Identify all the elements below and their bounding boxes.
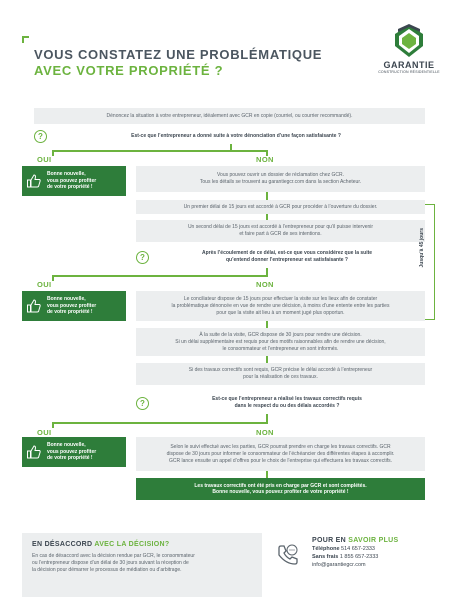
delay-1-box — [136, 200, 425, 214]
connector — [266, 268, 268, 275]
connector — [266, 414, 268, 422]
thumbs-up-icon — [27, 299, 41, 313]
intro-text: Dénoncez la situation à votre entrepreneur, idéalement avec GCR en copie (courriel, ou courrier recommandé). — [106, 112, 353, 119]
good-news-box — [22, 166, 126, 196]
tollfree-number[interactable]: 1 855 657-2333 — [338, 554, 379, 560]
non-label: NON — [256, 280, 274, 289]
visit-box — [136, 328, 425, 356]
contact-title-b: SAVOIR PLUS — [348, 537, 399, 544]
disagreement-line-2: ou l’entrepreneur dispose d’un délai de 30 jours suivant la réception de — [32, 560, 189, 566]
title-line-2: AVEC VOTRE PROPRIÉTÉ ? — [34, 63, 224, 78]
good-news-line-3: de votre propriété ! — [47, 455, 93, 462]
delay-2-line-1: Un second délai de 15 jours est accordé à l’entrepreneur pour qu’il puisse intervenir — [187, 224, 374, 230]
contact-title-a: POUR EN — [312, 537, 349, 544]
disagreement-panel — [22, 533, 262, 597]
intro-box — [34, 108, 425, 124]
connector — [266, 192, 268, 200]
final-box — [136, 437, 425, 471]
visit-line-1: À la suite de la visite, GCR dispose de 30 jours pour rendre une décision. — [199, 331, 362, 338]
final-green-line-2: Bonne nouvelle, vous pouvez profiter de votre propriété ! — [212, 489, 349, 495]
tollfree-label: Sans frais — [312, 554, 339, 560]
title-line-1: VOUS CONSTATEZ UNE PROBLÉMATIQUE — [34, 47, 323, 62]
question-3-line-2: dans le respect du ou des délais accordés ? — [234, 403, 340, 409]
corrective-line-1: Si des travaux correctifs sont requis, GCR précise le délai accordé à l’entrepreneur — [188, 367, 373, 373]
disagreement-line-3: la décision pour démarrer le processus de médiation ou d’arbitrage. — [32, 567, 182, 573]
good-news-line-1: Bonne nouvelle, — [47, 296, 86, 303]
good-news-line-1: Bonne nouvelle, — [47, 442, 86, 449]
final-green-line-1: Les travaux correctifs ont été pris en charge par GCR et sont complétés. — [194, 482, 367, 489]
non-label: NON — [256, 155, 274, 164]
good-news-box — [22, 437, 126, 467]
question-2-line-2: qu’entend donner l’entrepreneur est satisfaisante ? — [226, 257, 348, 263]
final-line-1: Selon le suivi effectué avec les parties, GCR pourrait prendre en charge les travaux correctifs. GCR — [170, 443, 391, 450]
conciliator-line-1: Le conciliateur dispose de 15 jours pour effectuer la visite sur les lieux afin de constater — [183, 295, 378, 302]
non-label: NON — [256, 428, 274, 437]
final-good-news-box — [136, 478, 425, 500]
branch-line — [52, 150, 268, 160]
good-news-line-1: Bonne nouvelle, — [47, 171, 86, 178]
duration-bracket — [425, 204, 435, 320]
corrective-box — [136, 363, 425, 385]
phone-row — [312, 545, 398, 553]
contact-title — [312, 537, 398, 545]
final-line-2: dispose de 30 jours pour informer le consommateur de l’échéancier des différentes étapes à accomplir. — [166, 450, 395, 457]
duration-label: Jusqu’à 45 jours — [419, 228, 425, 268]
thumbs-up-icon — [27, 445, 41, 459]
branch-line — [52, 422, 268, 432]
claim-line-2: Tous les détails se trouvent au garantiegcr.com dans la section Acheteur. — [199, 179, 362, 185]
conciliator-box — [136, 291, 425, 321]
disagreement-title-b: AVEC LA DÉCISION? — [92, 541, 170, 548]
logo-name: GARANTIE — [383, 60, 435, 70]
oui-label: OUI — [37, 280, 52, 289]
connector — [266, 321, 268, 328]
disagreement-title-a: EN DÉSACCORD — [32, 541, 93, 548]
final-line-3: GCR lance ensuite un appel d’offres pour le choix de l’entreprise qui effectuera les travaux correctifs. — [169, 457, 392, 464]
conciliator-line-3: pour que la visite ait lieu à un moment jugé plus opportun. — [216, 309, 345, 316]
question-1-text: Est-ce que l’entrepreneur a donné suite à votre dénonciation d’une façon satisfaisante ? — [131, 132, 341, 139]
page-title — [34, 47, 322, 79]
question-3-line-1: Est-ce que l’entrepreneur a réalisé les travaux correctifs requis — [212, 396, 362, 402]
thumbs-up-icon — [27, 174, 41, 188]
good-news-line-2: vous pouvez profiter — [47, 302, 97, 309]
question-1 — [34, 128, 425, 144]
disagreement-title — [32, 541, 252, 548]
delay-2-box — [136, 220, 425, 242]
question-2 — [136, 246, 425, 268]
logo-subtitle: CONSTRUCTION RÉSIDENTIELLE — [378, 70, 440, 74]
tollfree-row — [312, 553, 398, 561]
good-news-box — [22, 291, 126, 321]
delay-1-text: Un premier délai de 15 jours est accordé à GCR pour procéder à l’ouverture du dossier. — [183, 203, 378, 210]
corrective-line-2: pour la réalisation de ces travaux. — [243, 374, 318, 380]
oui-label: OUI — [37, 155, 52, 164]
visit-line-3: le consommateur et l’entrepreneur en sont informés. — [222, 345, 339, 352]
title-corner-mark — [22, 36, 29, 43]
question-icon: ? — [136, 397, 149, 410]
conciliator-line-2: la problématique dénoncée en vue de rendre une décision, à moins d’une entente entre les parties — [171, 302, 390, 309]
oui-label: OUI — [37, 428, 52, 437]
phone-chat-icon — [276, 543, 300, 567]
logo — [378, 24, 440, 74]
branch-line — [52, 275, 268, 285]
connector — [266, 471, 268, 478]
phone-label: Téléphone — [312, 546, 340, 552]
phone-number[interactable]: 514 657-2333 — [339, 546, 375, 552]
question-icon: ? — [136, 251, 149, 264]
good-news-line-2: vous pouvez profiter — [47, 448, 97, 455]
claim-line-1: Vous pouvez ouvrir un dossier de réclamation chez GCR. — [216, 172, 344, 178]
disagreement-line-1: En cas de désaccord avec la décision rendue par GCR, le consommateur — [32, 553, 195, 559]
question-icon: ? — [34, 130, 47, 143]
connector — [52, 422, 54, 428]
question-2-line-1: Après l’écoulement de ce délai, est-ce que vous considérez que la suite — [201, 250, 373, 256]
delay-2-line-2: et faire part à GCR de ses intentions. — [239, 231, 322, 237]
good-news-line-3: de votre propriété ! — [47, 184, 93, 191]
email-link[interactable]: info@garantiegcr.com — [312, 562, 366, 568]
good-news-line-3: de votre propriété ! — [47, 309, 93, 316]
claim-box — [136, 166, 425, 192]
question-3 — [136, 392, 425, 414]
connector — [266, 356, 268, 363]
house-shield-icon — [394, 24, 424, 58]
connector — [52, 275, 54, 281]
visit-line-2: Si un délai supplémentaire est requis pour des motifs raisonnables afin de rendre une décision, — [175, 338, 386, 345]
good-news-line-2: vous pouvez profiter — [47, 177, 97, 184]
